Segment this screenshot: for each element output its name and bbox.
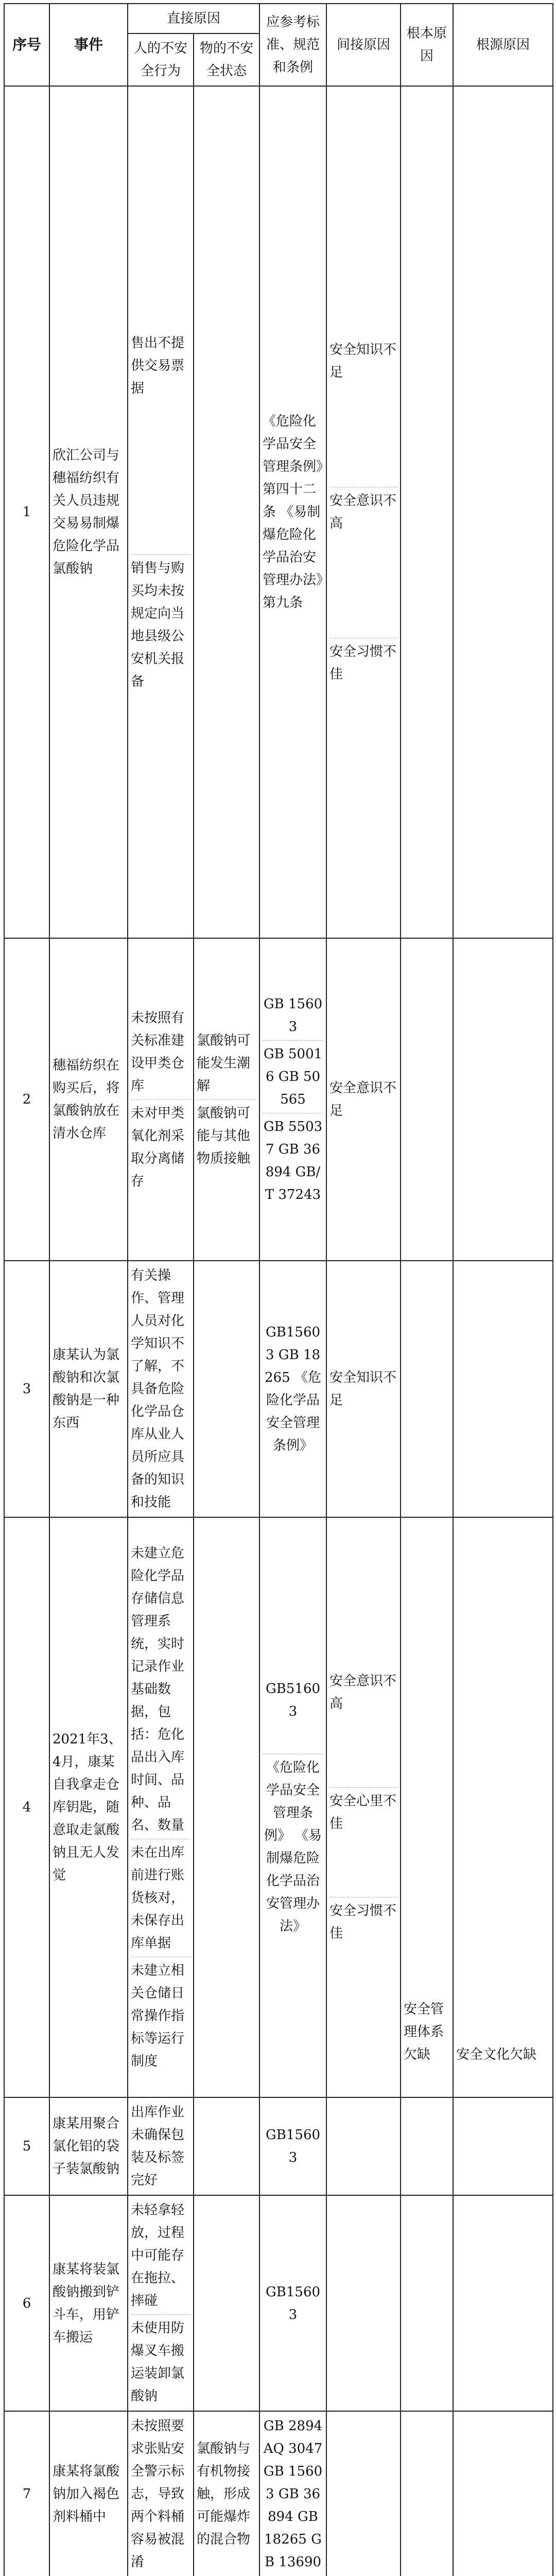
origin-cause-cell	[453, 86, 553, 938]
unsafe-state-cell	[194, 86, 259, 938]
origin-cause-cell	[453, 2097, 553, 2195]
header-event: 事件	[49, 4, 128, 86]
regulation-cell: GB15603	[259, 2195, 326, 2411]
unsafe-act-item: 未在出库前进行账货核对，未保存出库单据	[131, 1839, 190, 1955]
indirect-cause-cell	[326, 2411, 401, 2576]
indirect-item: 安全习惯不佳	[329, 1897, 397, 1945]
regulation-item: GB 55037 GB 36894 GB/T 37243	[263, 1113, 323, 1206]
row-number: 6	[4, 2195, 49, 2411]
header-unsafe-state: 物的不安全状态	[194, 33, 259, 86]
header-direct-cause: 直接原因	[128, 4, 259, 33]
unsafe-state-cell	[194, 1261, 259, 1517]
unsafe-act-cell	[128, 1517, 194, 2097]
table-row	[4, 2195, 553, 2411]
unsafe-act-item: 未建立危险化学品存储信息管理系统，实时记录作业基础数据，包括：危化品出入库时间、品种、品名、数量	[131, 1546, 185, 1833]
indirect-item: 安全心里不佳	[329, 1787, 397, 1835]
regulation-item: GB 15603	[263, 996, 323, 1035]
indirect-cause-cell	[326, 1517, 401, 2097]
indirect-cause-cell: 安全知识不足	[326, 1261, 401, 1517]
event-cell: 康某认为氯酸钠和次氯酸钠是一种东西	[49, 1261, 128, 1517]
unsafe-act-item: 未使用防爆叉车搬运装卸氯酸钠	[131, 2314, 190, 2408]
indirect-item: 安全习惯不佳	[329, 638, 397, 686]
origin-cause-cell	[453, 1261, 553, 1517]
header-indirect-cause: 间接原因	[326, 4, 401, 86]
origin-cause-cell	[453, 2195, 553, 2411]
event-cell: 欣汇公司与穗福纺织有关人员违规交易易制爆危险化学品氯酸钠	[49, 86, 128, 938]
regulation-item: GB 50016 GB 50565	[263, 1040, 323, 1111]
unsafe-state-cell: 氯酸钠与有机物接触，形成可能爆炸的混合物	[194, 2411, 259, 2576]
unsafe-state-cell	[194, 2195, 259, 2411]
root-cause-cell: 安全管理体系欠缺	[401, 1517, 453, 2097]
event-cell: 穗福纺织在购买后，将氯酸钠放在清水仓库	[49, 938, 128, 1261]
regulation-cell: GB 2894 AQ 3047 GB 15603 GB 36894 GB 18265 GB 13690	[259, 2411, 326, 2576]
unsafe-act-item: 未轻拿轻放，过程中可能存在拖拉、摔碰	[131, 2202, 185, 2309]
table-row	[4, 86, 553, 938]
event-cell: 康某将氯酸钠加入褐色剂料桶中	[49, 2411, 128, 2576]
indirect-cause-cell	[326, 2097, 401, 2195]
unsafe-act-cell	[128, 938, 194, 1261]
indirect-cause-cell	[326, 938, 401, 1261]
unsafe-act-item: 售出不提供交易票据	[131, 335, 185, 396]
row-number: 2	[4, 938, 49, 1261]
indirect-cause-cell	[326, 2195, 401, 2411]
regulation-item: 《危险化学品安全管理条例》 《易制爆危险化学品治安管理办法》	[263, 1754, 323, 1938]
indirect-cause-cell	[326, 86, 401, 938]
regulation-cell: GB15603 GB 18265 《危险化学品安全管理条例》	[259, 1261, 326, 1517]
regulation-cell	[259, 1517, 326, 2097]
header-regulation: 应参考标准、规范和条例	[259, 4, 326, 86]
event-cell: 2021年3、4月，康某自我拿走仓库钥匙，随意取走氯酸钠且无人发觉	[49, 1517, 128, 2097]
unsafe-act-item: 未按照有关标准建设甲类仓库	[131, 1010, 185, 1094]
origin-cause-cell: 安全文化欠缺	[453, 1517, 553, 2097]
indirect-item: 安全意识不足	[329, 1080, 397, 1118]
regulation-cell: 《危险化学品安全管理条例》第四十二条 《易制爆危险化学品治安管理办法》第九条	[259, 86, 326, 938]
root-cause-cell	[401, 2411, 453, 2576]
unsafe-act-item: 未对甲类氧化剂采取分离储存	[131, 1099, 190, 1193]
accident-analysis-table	[4, 3, 553, 2576]
origin-cause-cell	[453, 2411, 553, 2576]
unsafe-state-item: 氯酸钠可能与其他物质接触	[197, 1099, 256, 1170]
header-root-cause: 根本原因	[401, 4, 453, 86]
unsafe-state-cell	[194, 938, 259, 1261]
unsafe-act-item: 销售与购买均未按规定向当地县级公安机关报备	[131, 554, 190, 693]
unsafe-act-cell: 有关操作、管理人员对化学知识不了解，不具备危险化学品仓库从业人员所应具备的知识和技能	[128, 1261, 194, 1517]
event-cell: 康某用聚合氯化铝的袋子装氯酸钠	[49, 2097, 128, 2195]
root-cause-cell	[401, 2097, 453, 2195]
header-row	[4, 4, 553, 33]
unsafe-act-cell: 出库作业未确保包装及标签完好	[128, 2097, 194, 2195]
root-cause-cell	[401, 1261, 453, 1517]
origin-cause-cell	[453, 938, 553, 1261]
table-row	[4, 938, 553, 1261]
regulation-cell: GB15603	[259, 2097, 326, 2195]
table-row	[4, 1517, 553, 2097]
unsafe-act-cell	[128, 86, 194, 938]
header-origin-cause: 根源原因	[453, 4, 553, 86]
unsafe-state-cell	[194, 1517, 259, 2097]
indirect-item: 安全意识不高	[329, 487, 397, 535]
root-cause-cell	[401, 938, 453, 1261]
indirect-item: 安全知识不足	[329, 342, 397, 380]
header-no: 序号	[4, 4, 49, 86]
event-cell: 康某将装氯酸钠搬到铲斗车，用铲车搬运	[49, 2195, 128, 2411]
regulation-item: GB51603	[265, 1681, 321, 1719]
row-number: 4	[4, 1517, 49, 2097]
root-cause-cell	[401, 2195, 453, 2411]
row-number: 3	[4, 1261, 49, 1517]
unsafe-state-cell	[194, 2097, 259, 2195]
root-cause-cell	[401, 86, 453, 938]
unsafe-act-cell: 未按照要求张贴安全警示标志，导致两个料桶容易被混淆	[128, 2411, 194, 2576]
table-row	[4, 2411, 553, 2576]
row-number: 1	[4, 86, 49, 938]
row-number: 7	[4, 2411, 49, 2576]
unsafe-state-item: 氯酸钠可能发生潮解	[197, 1032, 251, 1094]
unsafe-act-cell	[128, 2195, 194, 2411]
table-row	[4, 2097, 553, 2195]
regulation-cell	[259, 938, 326, 1261]
header-unsafe-act: 人的不安全行为	[128, 33, 194, 86]
indirect-item: 安全意识不高	[329, 1673, 397, 1711]
row-number: 5	[4, 2097, 49, 2195]
unsafe-act-item: 未建立相关仓储日常操作指标等运行制度	[131, 1957, 190, 2073]
table-row	[4, 1261, 553, 1517]
